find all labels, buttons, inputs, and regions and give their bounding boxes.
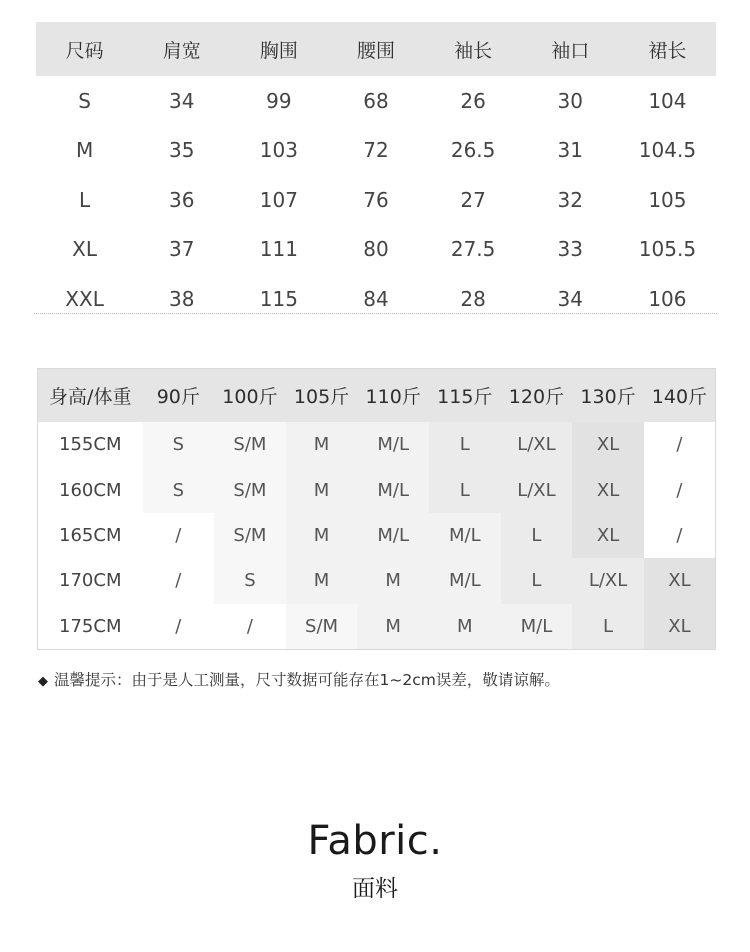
size-row xyxy=(36,76,716,126)
size-cell: 36 xyxy=(168,187,195,212)
size-header-cell: 裙长 xyxy=(619,22,716,76)
rec-size-cell: M xyxy=(286,513,358,558)
size-header-cell: 袖口 xyxy=(522,22,619,76)
size-header-cell: 腰围 xyxy=(327,22,424,76)
rec-row xyxy=(38,604,716,650)
rec-size-cell: M xyxy=(429,604,501,650)
rec-size-cell: S/M xyxy=(214,467,286,512)
size-row xyxy=(36,126,716,176)
diamond-bullet-icon: ◆ xyxy=(38,674,48,689)
size-cell: 80 xyxy=(363,237,389,262)
rec-size-cell: / xyxy=(214,604,286,650)
rec-row xyxy=(38,513,716,558)
rec-height-cell: 175CM xyxy=(38,604,143,650)
size-cell: 76 xyxy=(363,187,389,212)
rec-size-cell: M/L xyxy=(429,558,501,603)
rec-size-cell: M/L xyxy=(357,422,429,467)
size-cell: 26.5 xyxy=(450,138,496,163)
size-cell: 37 xyxy=(168,237,195,262)
rec-row xyxy=(38,558,716,603)
size-cell: 105 xyxy=(648,187,687,212)
size-cell: 31 xyxy=(557,138,583,163)
size-header-cell: 肩宽 xyxy=(133,22,230,76)
rec-size-cell: / xyxy=(143,558,215,603)
rec-height-cell: 165CM xyxy=(38,513,143,558)
size-cell: 33 xyxy=(557,237,583,262)
size-table-header xyxy=(36,22,716,76)
size-table xyxy=(36,22,716,324)
rec-height-cell: 155CM xyxy=(38,422,143,467)
size-cell: 26 xyxy=(460,88,486,113)
size-header-cell: 胸围 xyxy=(230,22,327,76)
size-cell: M xyxy=(75,138,94,163)
rec-header-cell: 身高/体重 xyxy=(38,369,143,423)
size-cell: 107 xyxy=(259,187,298,212)
rec-size-cell: L xyxy=(429,467,501,512)
rec-header-cell: 120斤 xyxy=(501,369,573,423)
size-cell: 105.5 xyxy=(638,237,697,262)
rec-size-cell: XL xyxy=(644,604,716,650)
rec-size-cell: / xyxy=(644,513,716,558)
size-cell: 68 xyxy=(363,88,389,113)
rec-size-cell: L xyxy=(501,513,573,558)
rec-header-cell: 90斤 xyxy=(143,369,215,423)
rec-size-cell: M xyxy=(286,558,358,603)
size-cell: XXL xyxy=(65,286,104,311)
size-cell: 84 xyxy=(363,286,389,311)
rec-size-cell: L/XL xyxy=(501,422,573,467)
size-cell: 104.5 xyxy=(638,138,697,163)
size-cell: 111 xyxy=(259,237,298,262)
rec-header-cell: 110斤 xyxy=(357,369,429,423)
rec-header-cell: 130斤 xyxy=(572,369,644,423)
recommendation-table-header xyxy=(38,369,716,423)
size-cell: 103 xyxy=(259,138,298,163)
size-cell: XL xyxy=(72,237,97,262)
rec-size-cell: XL xyxy=(572,513,644,558)
size-cell: S xyxy=(78,88,91,113)
rec-header-cell: 115斤 xyxy=(429,369,501,423)
size-cell: 35 xyxy=(168,138,195,163)
rec-size-cell: S/M xyxy=(214,513,286,558)
rec-size-cell: / xyxy=(143,513,215,558)
size-cell: 34 xyxy=(168,88,195,113)
size-cell: L xyxy=(78,187,91,212)
size-cell: 99 xyxy=(266,88,292,113)
size-cell: 34 xyxy=(557,286,583,311)
size-header-cell: 袖长 xyxy=(425,22,522,76)
rec-height-cell: 170CM xyxy=(38,558,143,603)
rec-size-cell: XL xyxy=(572,422,644,467)
rec-size-cell: S xyxy=(214,558,286,603)
rec-size-cell: M xyxy=(357,604,429,650)
size-cell: 104 xyxy=(648,88,687,113)
fabric-subtitle: 面料 xyxy=(352,876,398,902)
rec-size-cell: / xyxy=(143,604,215,650)
size-cell: 115 xyxy=(259,286,298,311)
rec-size-cell: M/L xyxy=(357,467,429,512)
size-row xyxy=(36,274,716,324)
size-cell: 72 xyxy=(363,138,389,163)
rec-row xyxy=(38,422,716,467)
rec-size-cell: L/XL xyxy=(501,467,573,512)
rec-size-cell: M/L xyxy=(429,513,501,558)
rec-size-cell: XL xyxy=(572,467,644,512)
rec-header-cell: 100斤 xyxy=(214,369,286,423)
rec-size-cell: L xyxy=(429,422,501,467)
rec-size-cell: M xyxy=(286,422,358,467)
rec-header-cell: 105斤 xyxy=(286,369,358,423)
rec-size-cell: M/L xyxy=(501,604,573,650)
size-cell: 28 xyxy=(460,286,486,311)
rec-size-cell: M xyxy=(357,558,429,603)
size-cell: 106 xyxy=(648,286,687,311)
rec-row xyxy=(38,467,716,512)
rec-size-cell: S/M xyxy=(286,604,358,650)
rec-size-cell: / xyxy=(644,467,716,512)
size-row xyxy=(36,225,716,275)
size-cell: 27.5 xyxy=(450,237,496,262)
rec-height-cell: 160CM xyxy=(38,467,143,512)
rec-size-cell: L/XL xyxy=(572,558,644,603)
rec-size-cell: L xyxy=(501,558,573,603)
dotted-divider xyxy=(34,313,717,314)
size-cell: 27 xyxy=(460,187,486,212)
size-row xyxy=(36,175,716,225)
rec-size-cell: S xyxy=(143,467,215,512)
size-cell: 38 xyxy=(168,286,195,311)
recommendation-table xyxy=(37,368,716,650)
size-cell: 32 xyxy=(557,187,583,212)
rec-size-cell: XL xyxy=(644,558,716,603)
rec-size-cell: L xyxy=(572,604,644,650)
tip-text: 温馨提示：由于是人工测量，尺寸数据可能存在1~2cm误差，敬请谅解。 xyxy=(54,671,560,689)
rec-size-cell: M xyxy=(286,467,358,512)
rec-size-cell: / xyxy=(644,422,716,467)
rec-header-cell: 140斤 xyxy=(644,369,716,423)
tip-note xyxy=(38,668,560,690)
size-header-cell: 尺码 xyxy=(36,22,133,76)
rec-size-cell: S xyxy=(143,422,215,467)
size-cell: 30 xyxy=(557,88,583,113)
rec-size-cell: S/M xyxy=(214,422,286,467)
rec-size-cell: M/L xyxy=(357,513,429,558)
fabric-title: Fabric. xyxy=(307,818,443,864)
